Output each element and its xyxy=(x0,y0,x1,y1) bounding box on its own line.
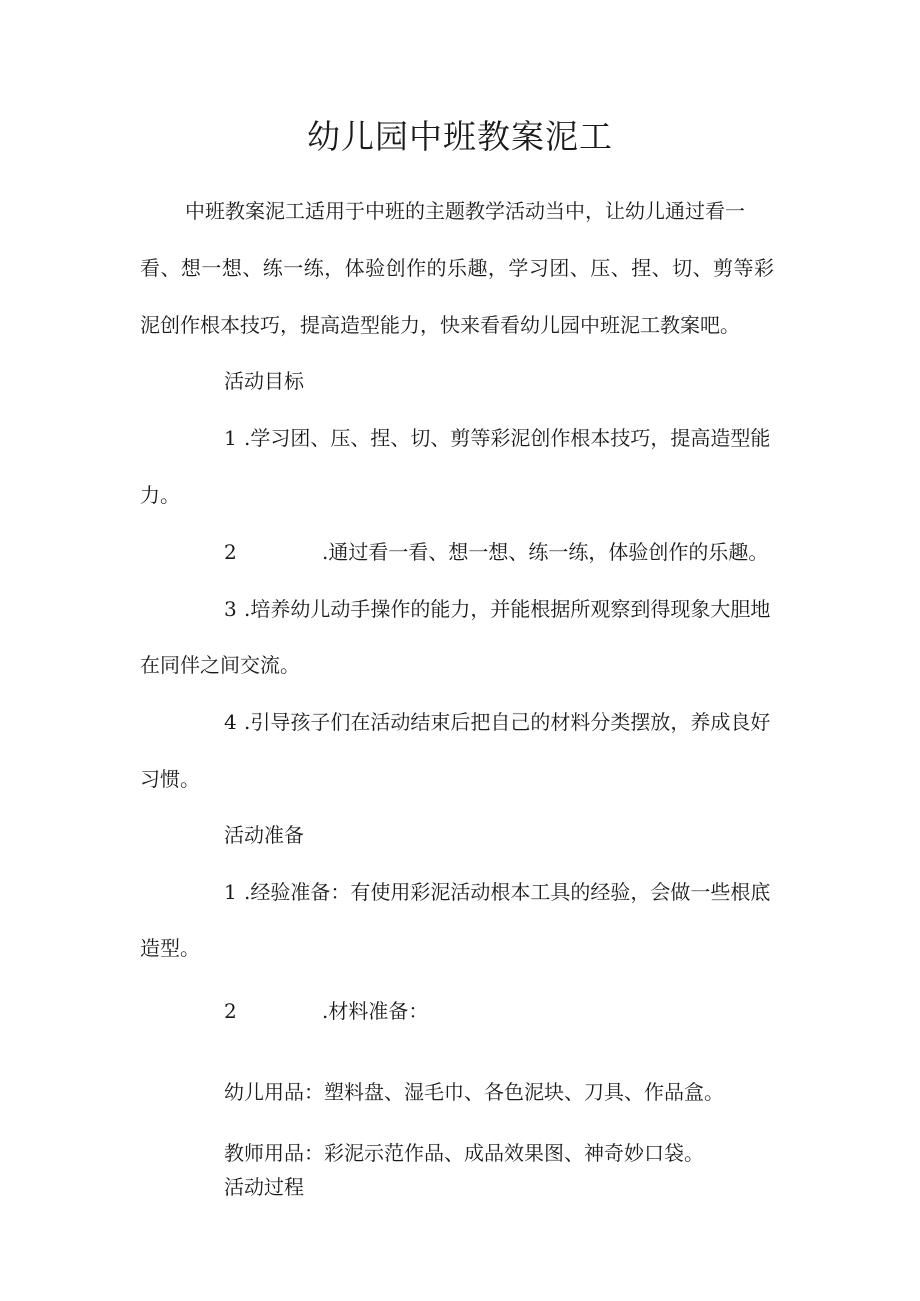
goal-item-2 xyxy=(224,537,768,567)
preparation-item-text: .材料准备： xyxy=(322,999,429,1023)
goal-item-3 xyxy=(224,594,770,624)
goal-item-1-continuation: 力。 xyxy=(140,483,180,507)
teacher-supplies: 教师用品：彩泥示范作品、成品效果图、神奇妙口袋。 xyxy=(224,1141,704,1165)
intro-line-3: 泥创作根本技巧，提高造型能力，快来看看幼儿园中班泥工教案吧。 xyxy=(140,313,740,337)
goal-item-number: 2 xyxy=(224,540,237,564)
preparation-item-text: .经验准备：有使用彩泥活动根本工具的经验，会做一些根底 xyxy=(244,880,771,904)
preparation-item-2 xyxy=(224,996,428,1026)
goal-item-number: 4 xyxy=(224,710,237,734)
goals-heading: 活动目标 xyxy=(224,369,304,393)
goal-item-text: .引导孩子们在活动结束后把自己的材料分类摆放，养成良好 xyxy=(244,710,771,734)
children-supplies: 幼儿用品：塑料盘、湿毛巾、各色泥块、刀具、作品盒。 xyxy=(224,1080,724,1104)
goal-item-4 xyxy=(224,707,770,737)
goal-item-3-continuation: 在同伴之间交流。 xyxy=(140,653,300,677)
goal-item-number: 1 xyxy=(224,426,237,450)
preparation-item-1-continuation: 造型。 xyxy=(140,936,200,960)
intro-line-1: 中班教案泥工适用于中班的主题教学活动当中，让幼儿通过看一 xyxy=(185,199,745,223)
process-heading: 活动过程 xyxy=(224,1175,304,1199)
preparation-item-1 xyxy=(224,877,770,907)
goal-item-number: 3 xyxy=(224,597,237,621)
preparation-heading: 活动准备 xyxy=(224,823,304,847)
goal-item-4-continuation: 习惯。 xyxy=(140,767,200,791)
goal-item-text: .培养幼儿动手操作的能力，并能根据所观察到得现象大胆地 xyxy=(244,597,771,621)
intro-line-2: 看、想一想、练一练，体验创作的乐趣，学习团、压、捏、切、剪等彩 xyxy=(140,256,774,280)
goal-item-text: .学习团、压、捏、切、剪等彩泥创作根本技巧，提高造型能 xyxy=(244,426,771,450)
preparation-item-number: 2 xyxy=(224,999,237,1023)
document-title: 幼儿园中班教案泥工 xyxy=(307,117,613,156)
goal-item-1 xyxy=(224,423,770,453)
goal-item-text: .通过看一看、想一想、练一练，体验创作的乐趣。 xyxy=(322,540,769,564)
preparation-item-number: 1 xyxy=(224,880,237,904)
